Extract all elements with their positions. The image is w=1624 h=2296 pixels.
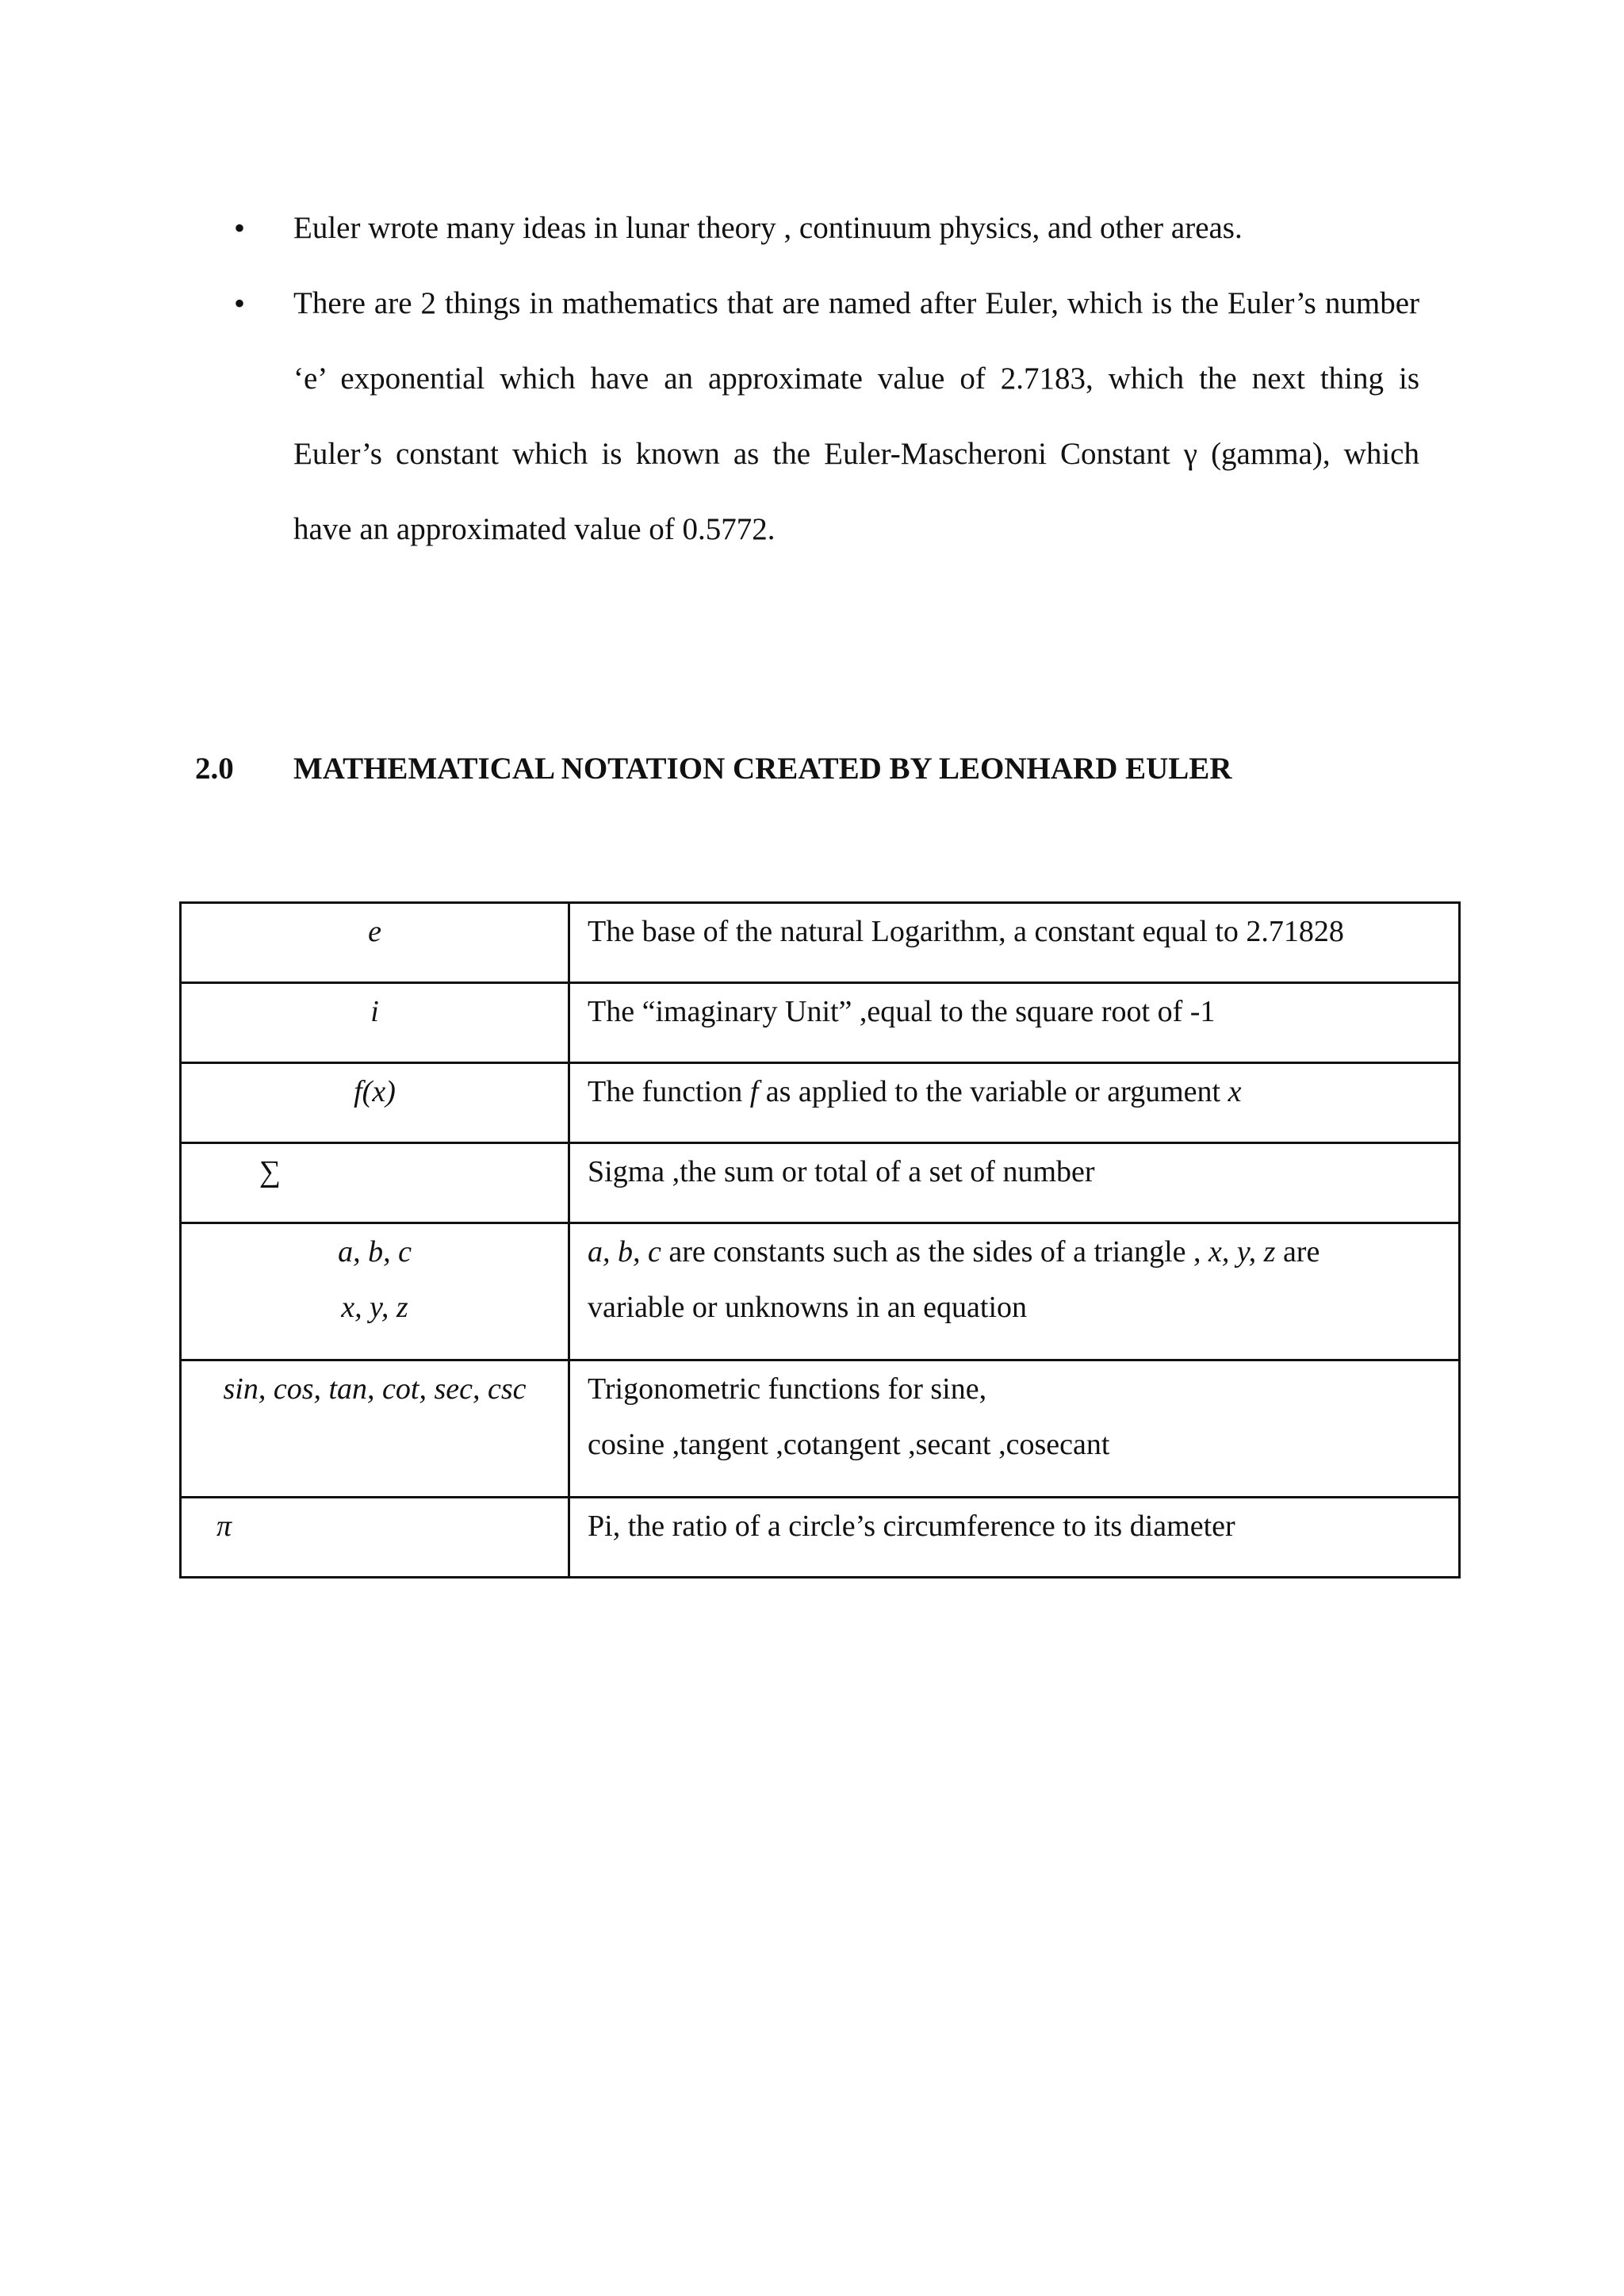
description-line: Trigonometric functions for sine, bbox=[588, 1372, 987, 1406]
symbol-line: x, y, z bbox=[341, 1291, 408, 1324]
section-number: 2.0 bbox=[195, 752, 234, 786]
bullet-text: There are 2 things in mathematics that are named after Euler, which is the Euler’s number ‘e’ exponential which have an approximate value of 2.7183, which the next thing is Euler’s constant which is known as the Euler-Mascheroni Constant γ (gamma), which have an approximated value of 0.5772. bbox=[293, 286, 1419, 546]
table-row bbox=[181, 1360, 1460, 1498]
bullet-dot-icon: • bbox=[234, 285, 246, 321]
table-row bbox=[181, 1063, 1460, 1143]
symbol-cell: f(x) bbox=[181, 1063, 569, 1143]
section-heading bbox=[195, 745, 1231, 793]
symbol-cell: i bbox=[181, 983, 569, 1063]
bullet-dot-icon: • bbox=[234, 210, 246, 246]
symbol-cell: ∑ bbox=[181, 1143, 569, 1223]
description-cell bbox=[569, 1360, 1460, 1498]
table-row bbox=[181, 1223, 1460, 1360]
bullet-item-euler-numbers bbox=[234, 266, 1419, 567]
bullet-text: Euler wrote many ideas in lunar theory , continuum physics, and other areas. bbox=[293, 211, 1243, 245]
description-cell: Pi, the ratio of a circle’s circumference to its diameter bbox=[569, 1498, 1460, 1578]
table-row bbox=[181, 1498, 1460, 1578]
description-text: The function bbox=[588, 1075, 750, 1108]
symbol-cell bbox=[181, 1223, 569, 1360]
description-line: variable or unknowns in an equation bbox=[588, 1291, 1028, 1324]
description-cell bbox=[569, 1223, 1460, 1360]
math-variable: x, y, z bbox=[1208, 1235, 1276, 1269]
math-variable: f bbox=[749, 1075, 759, 1108]
section-title: MATHEMATICAL NOTATION CREATED BY LEONHARD EULER bbox=[293, 752, 1232, 786]
bullet-list bbox=[234, 190, 1419, 567]
description-line: cosine ,tangent ,cotangent ,secant ,cosecant bbox=[588, 1428, 1110, 1461]
symbol-line: a, b, c bbox=[338, 1235, 412, 1269]
symbol-cell: sin, cos, tan, cot, sec, csc bbox=[181, 1360, 569, 1498]
description-cell: The base of the natural Logarithm, a constant equal to 2.71828 bbox=[569, 903, 1460, 983]
math-variable: a, b, c bbox=[588, 1235, 661, 1269]
table-row bbox=[181, 903, 1460, 983]
notation-table bbox=[179, 901, 1461, 1578]
table-row bbox=[181, 983, 1460, 1063]
description-cell: Sigma ,the sum or total of a set of number bbox=[569, 1143, 1460, 1223]
description-text: are bbox=[1275, 1235, 1320, 1269]
description-cell bbox=[569, 1063, 1460, 1143]
description-text: as applied to the variable or argument bbox=[758, 1075, 1228, 1108]
description-text: are constants such as the sides of a triangle , bbox=[661, 1235, 1208, 1269]
description-cell: The “imaginary Unit” ,equal to the square root of -1 bbox=[569, 983, 1460, 1063]
math-variable: x bbox=[1228, 1075, 1242, 1108]
description-line bbox=[588, 1224, 1441, 1280]
symbol-cell: e bbox=[181, 903, 569, 983]
bullet-item-lunar-theory bbox=[234, 190, 1419, 266]
table-row bbox=[181, 1143, 1460, 1223]
symbol-cell: π bbox=[181, 1498, 569, 1578]
